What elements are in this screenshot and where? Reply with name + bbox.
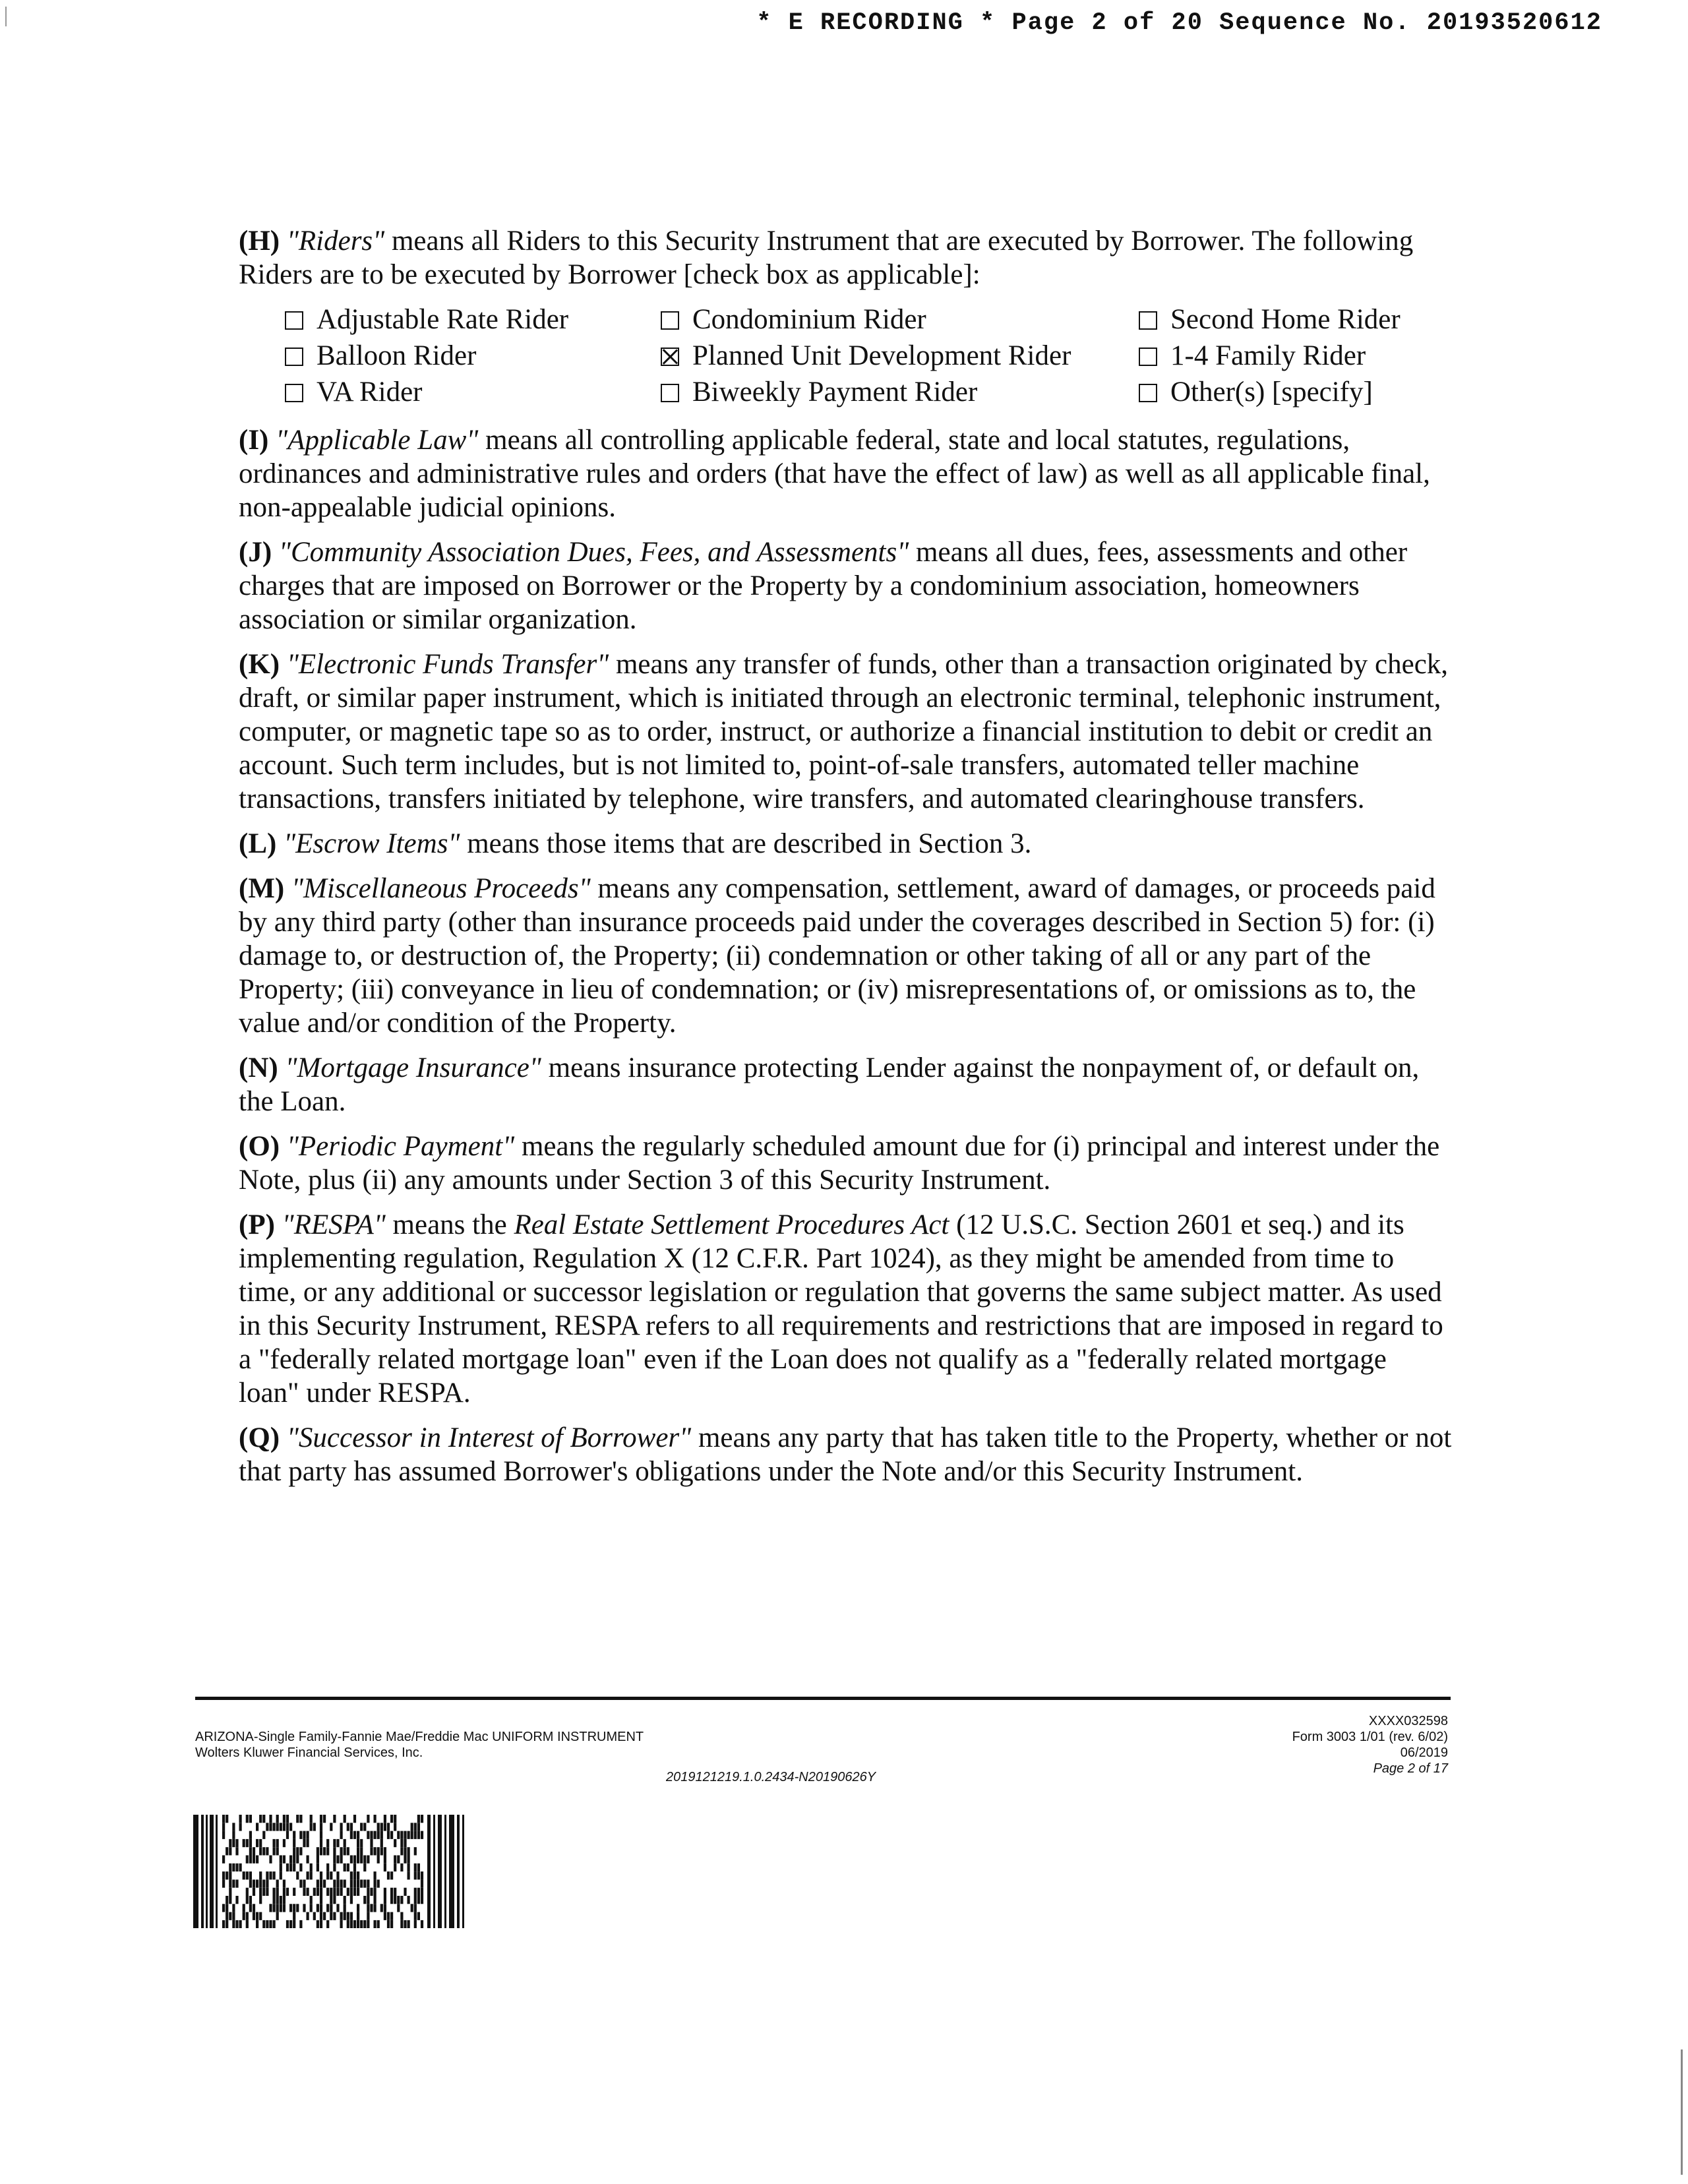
definition-electronic-funds-transfer: (K) "Electronic Funds Transfer" means any transfer of funds, other than a transaction originated by check, draft, or similar paper instrument, which is initiated through an electronic terminal, telephonic instrument, computer, or magnetic tape so as to order, instruct, or authorize a financial institution to debit or credit an account. Such term includes, but is not limited to, point-of-sale transfers, automated teller machine transactions, transfers initiated by telephone, wire transfers, and automated clearinghouse transfers. <box>239 649 1449 814</box>
footer-form-info: XXXX032598 Form 3003 1/01 (rev. 6/02) 06/2019 Page 2 of 17 <box>1292 1714 1448 1776</box>
rider-va: VA Rider <box>285 375 661 409</box>
definition-respa: (P) "RESPA" means the Real Estate Settlement Procedures Act (12 U.S.C. Section 2601 et seq.) and its implementing regulation, Regulation X (12 C.F.R. Part 1024), as they might be amended from time to time, or any additional or successor legislation or regulation that governs the same subject matter. As used in this Security Instrument, RESPA refers to all requirements and restrictions that are imposed in regard to a "federally related mortgage loan" even if the Loan does not qualify as a "federally related mortgage loan" under RESPA. <box>239 1209 1443 1409</box>
rider-planned-unit-development: Planned Unit Development Rider <box>661 339 1139 373</box>
scan-margin-mark <box>5 7 7 26</box>
checkbox-icon <box>1139 384 1157 402</box>
footer-divider <box>195 1697 1451 1700</box>
definition-periodic-payment: (O) "Periodic Payment" means the regularly scheduled amount due for (i) principal and interest under the Note, plus (ii) any amounts under Section 3 of this Security Instrument. <box>239 1131 1440 1196</box>
footer-document-id: 2019121219.1.0.2434-N20190626Y <box>666 1770 876 1784</box>
checkbox-icon <box>285 311 303 330</box>
definition-riders: (H) "Riders" means all Riders to this Security Instrument that are executed by Borrower. The following Riders are to be executed by Borrower [check box as applicable]: <box>239 226 1414 290</box>
definition-applicable-law: (I) "Applicable Law" means all controlling applicable federal, state and local statutes, regulations, ordinances and administrative rules and orders (that have the effect of law) as well as all applicable final, non-appealable judicial opinions. <box>239 425 1430 523</box>
rider-second-home: Second Home Rider <box>1139 303 1429 336</box>
checked-checkbox-icon <box>661 348 679 366</box>
scan-margin-mark-right <box>1681 2049 1683 2175</box>
definition-community-association-dues: (J) "Community Association Dues, Fees, and Assessments" means all dues, fees, assessments and other charges that are imposed on Borrower or the Property by a condominium association, homeowners association or similar organization. <box>239 537 1408 635</box>
document-body <box>239 224 1452 1500</box>
pdf417-barcode-icon <box>193 1815 470 1928</box>
checkbox-icon <box>661 384 679 402</box>
checkbox-icon <box>285 348 303 366</box>
rider-checklist <box>285 303 1452 409</box>
rider-adjustable-rate: Adjustable Rate Rider <box>285 303 661 336</box>
checkbox-icon <box>1139 348 1157 366</box>
rider-others: Other(s) [specify] <box>1139 375 1429 409</box>
definition-escrow-items: (L) "Escrow Items" means those items that are described in Section 3. <box>239 828 1032 859</box>
checkbox-icon <box>1139 311 1157 330</box>
checkbox-icon <box>661 311 679 330</box>
definition-successor-in-interest: (Q) "Successor in Interest of Borrower" means any party that has taken title to the Property, whether or not that party has assumed Borrower's obligations under the Note and/or this Security Instrument. <box>239 1422 1452 1487</box>
rider-condominium: Condominium Rider <box>661 303 1139 336</box>
recording-header: * E RECORDING * Page 2 of 20 Sequence No. 20193520612 <box>756 9 1602 37</box>
rider-biweekly-payment: Biweekly Payment Rider <box>661 375 1139 409</box>
rider-1-4-family: 1-4 Family Rider <box>1139 339 1429 373</box>
footer-form-title: ARIZONA-Single Family-Fannie Mae/Freddie Mac UNIFORM INSTRUMENT Wolters Kluwer Financial Services, Inc. <box>195 1730 644 1760</box>
rider-balloon: Balloon Rider <box>285 339 661 373</box>
definition-miscellaneous-proceeds: (M) "Miscellaneous Proceeds" means any compensation, settlement, award of damages, or proceeds paid by any third party (other than insurance proceeds paid under the coverages described in Section 5) for: (i) damage to, or destruction of, the Property; (ii) condemnation or other taking of all or any part of the Property; (iii) conveyance in lieu of condemnation; or (iv) misrepresentations of, or omissions as to, the value and/or condition of the Property. <box>239 873 1435 1039</box>
definition-mortgage-insurance: (N) "Mortgage Insurance" means insurance protecting Lender against the nonpayment of, or default on, the Loan. <box>239 1052 1420 1117</box>
checkbox-icon <box>285 384 303 402</box>
